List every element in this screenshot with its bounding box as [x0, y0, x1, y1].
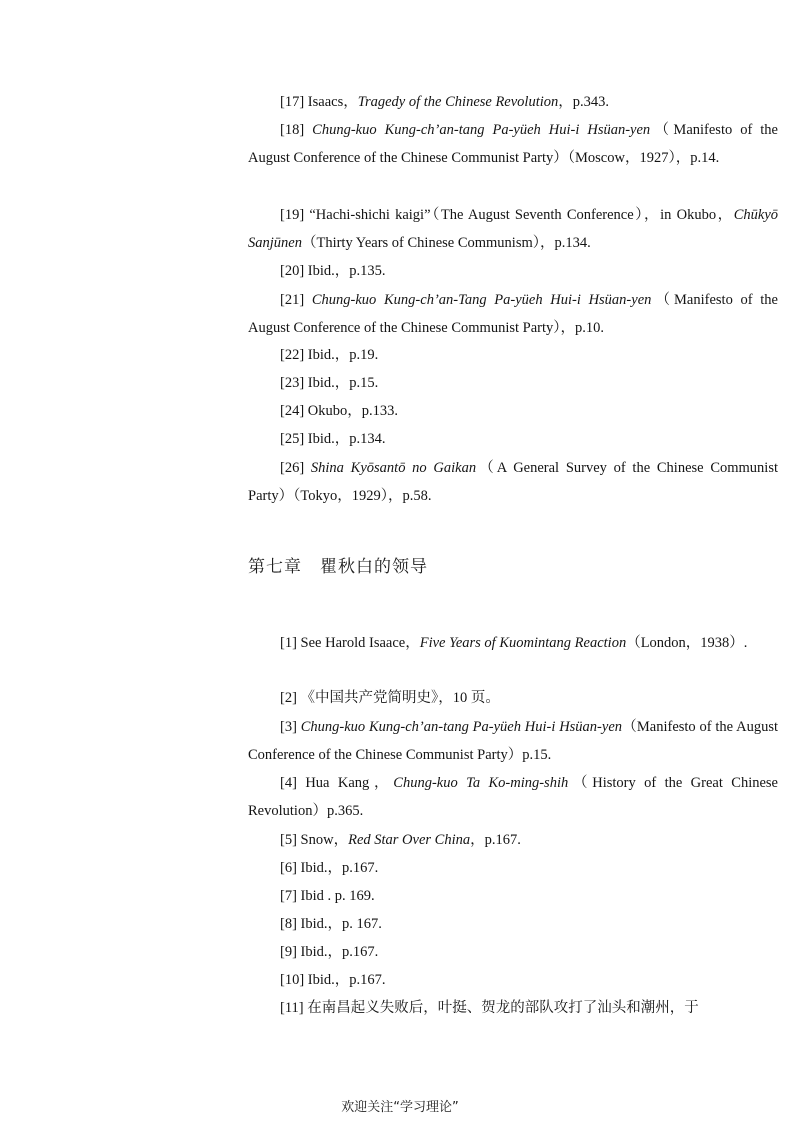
footnote-21: [248, 286, 778, 342]
footnote-text: （Thirty Years of Chinese Communism），p.134.: [301, 235, 591, 251]
footnote-18: [248, 116, 778, 172]
footnote-number: [9]: [280, 944, 297, 960]
footnote-text: Hua Kang，: [305, 775, 394, 791]
footnote-title: Shina Kyōsantō no Gaikan: [310, 460, 477, 476]
footnote-number: [24]: [280, 403, 305, 419]
footnote-number: [1]: [280, 635, 297, 651]
footnote-text: Okubo，p.133.: [307, 403, 399, 419]
chapter-footnote-3: [248, 713, 778, 769]
footnote-number: [17]: [280, 94, 305, 110]
footnote-text: （History of the Great Chinese Revolution）p.365.: [248, 775, 778, 819]
footnote-text: 《中国共产党简明史》，10 页。: [300, 690, 500, 706]
footnote-title: Chung-kuo Kung-ch’an-tang Pa-yüeh Hui-i Hsüan-yen: [300, 719, 623, 735]
footnote-text: （Manifesto of the August Conference of the Chinese Communist Party）（Moscow，1927），p.14.: [248, 122, 778, 166]
footnote-text: （Manifesto of the August Conference of the Chinese Communist Party）p.15.: [248, 719, 778, 763]
footnote-number: [26]: [280, 460, 305, 476]
footnote-text: Ibid.，p.135.: [307, 263, 386, 279]
footnote-text: Ibid.，p. 167.: [300, 916, 382, 932]
footnote-20: [248, 257, 778, 285]
chapter-footnote-2: [248, 684, 778, 712]
footnote-title: Chung-kuo Kung-ch’an-tang Pa-yüeh Hui-i Hsüan-yen: [312, 122, 651, 138]
footnote-text: ，p.343.: [558, 94, 610, 110]
footnote-25: [248, 425, 778, 453]
page-footer: 欢迎关注“学习理论”: [341, 1100, 459, 1115]
chapter-footnote-7: [248, 882, 778, 910]
footnote-text: （London，1938）.: [626, 635, 748, 651]
footnote-number: [21]: [280, 292, 305, 308]
footnote-text: Ibid.，p.167.: [300, 860, 379, 876]
footnote-number: [4]: [280, 775, 297, 791]
footnote-26: [248, 454, 778, 510]
chapter-footnote-11: [248, 994, 778, 1022]
footnote-text: Ibid.，p.134.: [307, 431, 386, 447]
footnote-title: Tragedy of the Chinese Revolution: [357, 94, 559, 110]
footnote-text: Ibid.，p.19.: [307, 347, 379, 363]
footnote-title: Chung-kuo Ta Ko-ming-shih: [393, 775, 569, 791]
footnote-number: [5]: [280, 832, 297, 848]
footnote-text: See Harold Isaace，: [300, 635, 420, 651]
footnote-title: Chūkyō Sanjūnen: [248, 207, 779, 251]
footnote-number: [25]: [280, 431, 305, 447]
footnote-text: （Manifesto of the August Conference of the Chinese Communist Party），p.10.: [248, 292, 778, 336]
footnote-number: [11]: [280, 1000, 304, 1016]
footnote-text: Snow，: [300, 832, 349, 848]
chapter-heading: 第七章 瞿秋白的领导: [248, 557, 428, 577]
footnote-number: [6]: [280, 860, 297, 876]
footnote-22: [248, 341, 778, 369]
footnote-text: ，p.167.: [470, 832, 521, 848]
footnote-number: [18]: [280, 122, 305, 138]
footnote-number: [19]: [280, 207, 305, 223]
footnote-text: （A General Survey of the Chinese Communist Party）（Tokyo，1929），p.58.: [248, 460, 778, 504]
footnote-number: [3]: [280, 719, 297, 735]
footnote-number: [10]: [280, 972, 305, 988]
footnote-title: Red Star Over China: [348, 832, 471, 848]
footnote-19: [248, 201, 778, 257]
footnote-number: [20]: [280, 263, 305, 279]
footnote-number: [22]: [280, 347, 305, 363]
chapter-footnote-10: [248, 966, 778, 994]
footnote-text: Ibid.，p.167.: [300, 944, 379, 960]
chapter-footnote-5: [248, 826, 778, 854]
footnote-text: Ibid . p. 169.: [300, 888, 375, 904]
footnote-23: [248, 369, 778, 397]
footnote-text: Ibid.，p.167.: [307, 972, 386, 988]
footnote-text: Ibid.，p.15.: [307, 375, 379, 391]
chapter-footnote-4: [248, 769, 778, 825]
chapter-footnote-1: [248, 629, 778, 657]
chapter-footnote-6: [248, 854, 778, 882]
footnote-title: Chung-kuo Kung-ch’an-Tang Pa-yüeh Hui-i Hsüan-yen: [311, 292, 652, 308]
footnote-17: [248, 88, 778, 116]
footnote-text: “Hachi-shichi kaigi”（The August Seventh Conference），in Okubo，: [309, 207, 734, 223]
footnote-24: [248, 397, 778, 425]
chapter-footnote-8: [248, 910, 778, 938]
footnote-text: Isaacs，: [307, 94, 358, 110]
footnote-title: Five Years of Kuomintang Reaction: [419, 635, 627, 651]
footnote-text: 在南昌起义失败后，叶挺、贺龙的部队攻打了汕头和潮州，于: [307, 1000, 699, 1016]
footnote-number: [2]: [280, 690, 297, 706]
chapter-footnote-9: [248, 938, 778, 966]
footnote-number: [7]: [280, 888, 297, 904]
footnote-number: [23]: [280, 375, 305, 391]
footnote-number: [8]: [280, 916, 297, 932]
